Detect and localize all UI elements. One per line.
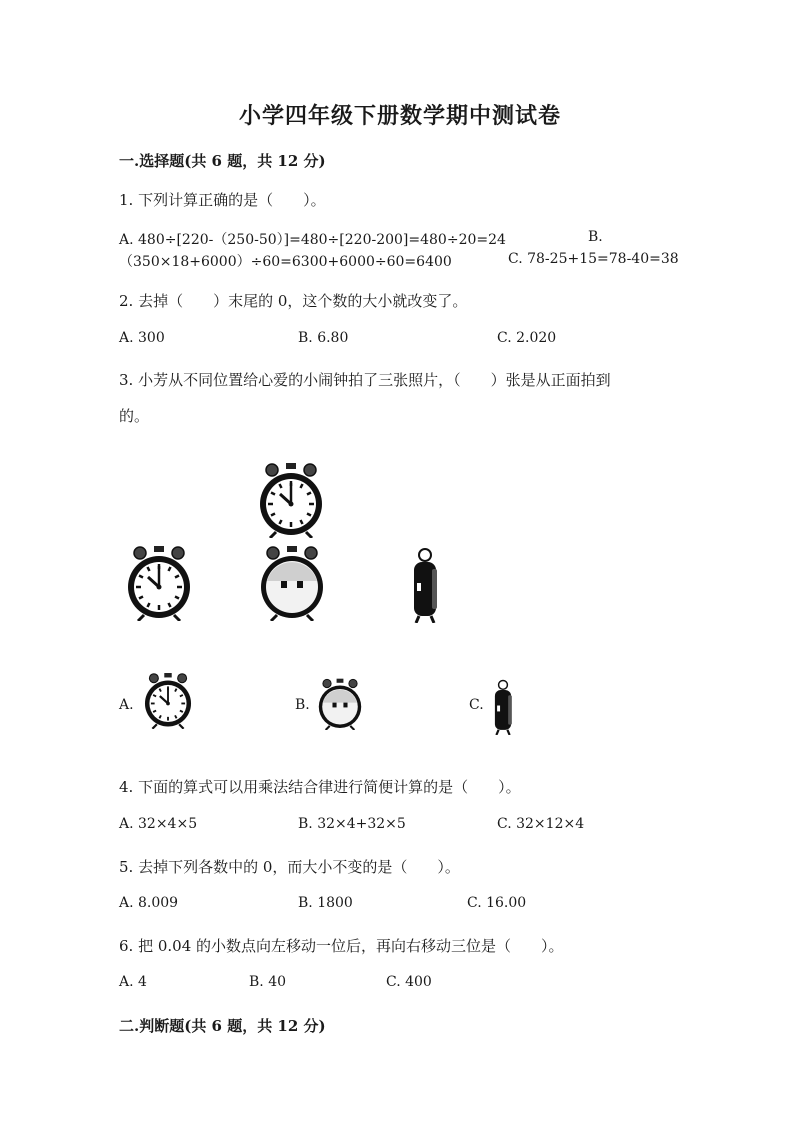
question-2-option-c[interactable]: C. 2.020 xyxy=(497,330,557,346)
question-4-option-b[interactable]: B. 32×4+32×5 xyxy=(298,816,406,832)
question-3-option-a[interactable]: A. xyxy=(119,697,134,713)
question-2-stem: 2. 去掉（ ）末尾的 0，这个数的大小就改变了。 xyxy=(119,292,468,310)
question-5-option-a[interactable]: A. 8.009 xyxy=(119,895,179,911)
alarm-clock-back-icon xyxy=(257,545,327,621)
question-6-option-b[interactable]: B. 40 xyxy=(249,974,287,990)
question-5-option-b[interactable]: B. 1800 xyxy=(298,895,353,911)
section-2-heading: 二.判断题(共 6 题，共 12 分) xyxy=(119,1017,326,1035)
question-4-stem: 4. 下面的算式可以用乘法结合律进行简便计算的是（ ）。 xyxy=(119,778,521,796)
alarm-clock-front-icon[interactable] xyxy=(142,672,194,729)
question-1-option-a[interactable]: A. 480÷[220-（250-50）]=480÷[220-200]=480÷20=24 xyxy=(119,232,506,248)
question-3-stem: 3. 小芳从不同位置给心爱的小闹钟拍了三张照片，（ ）张是从正面拍到 xyxy=(119,371,611,389)
question-1-option-b-text: （350×18+6000）÷60=6300+6000÷60=6400 xyxy=(119,254,452,270)
question-3-stem-cont: 的。 xyxy=(119,407,150,425)
question-6-option-c[interactable]: C. 400 xyxy=(386,974,432,990)
question-2-option-b[interactable]: B. 6.80 xyxy=(298,330,349,346)
alarm-clock-side-icon[interactable] xyxy=(491,679,515,735)
question-6-stem: 6. 把 0.04 的小数点向左移动一位后，再向右移动三位是（ ）。 xyxy=(119,937,564,955)
question-5-stem: 5. 去掉下列各数中的 0，而大小不变的是（ ）。 xyxy=(119,858,460,876)
alarm-clock-front-icon xyxy=(256,462,326,538)
question-1-option-b[interactable]: B. xyxy=(588,229,603,245)
question-1-option-c[interactable]: C. 78-25+15=78-40=38 xyxy=(508,251,679,267)
question-1-stem: 1. 下列计算正确的是（ ）。 xyxy=(119,191,326,209)
alarm-clock-front-icon xyxy=(124,545,194,621)
question-5-option-c[interactable]: C. 16.00 xyxy=(467,895,527,911)
question-2-option-a[interactable]: A. 300 xyxy=(119,330,165,346)
section-1-heading: 一.选择题(共 6 题，共 12 分) xyxy=(119,152,326,170)
alarm-clock-back-icon[interactable] xyxy=(316,678,364,730)
page-title: 小学四年级下册数学期中测试卷 xyxy=(238,103,561,129)
question-6-option-a[interactable]: A. 4 xyxy=(119,974,147,990)
question-3-option-b[interactable]: B. xyxy=(295,697,310,713)
alarm-clock-side-icon xyxy=(410,547,440,623)
question-4-option-c[interactable]: C. 32×12×4 xyxy=(497,816,585,832)
question-4-option-a[interactable]: A. 32×4×5 xyxy=(119,816,198,832)
question-3-option-c[interactable]: C. xyxy=(469,697,484,713)
